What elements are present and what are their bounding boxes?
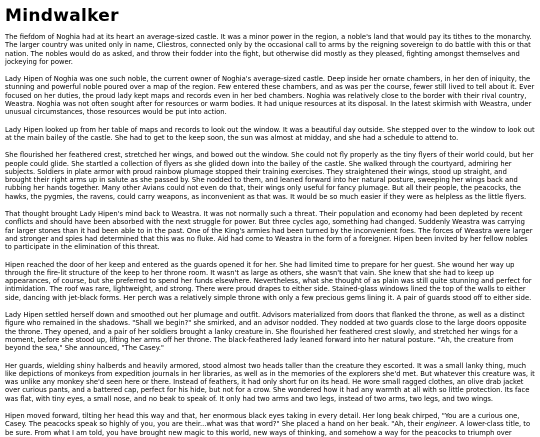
paragraph: That thought brought Lady Hipen's mind back to Weastra. It was not normally such a threat. Their population and economy had been depleted by recent conflicts and should have been absorbed with the next struggle for power. But three cycles ago, something had changed. Suddenly Weastra was carrying far larger stones than it had been able to in the past. One of the King's armies had been turned by the inconvenient foes. The forces of Weastra were larger and stronger and spies had determined that this was no fluke. Aid had come to Weastra in the form of a foreigner. Hipen been invited by her fellow nobles to participate in the elimination of this threat. [5,210,533,252]
paragraph: Hipen reached the door of her keep and entered as the guards opened it for her. She had limited time to prepare for her guest. She wound her way up through the fire-lit structure of the keep to her throne room. It wasn't as large as others, she wasn't that vain. She knew that she had to keep up appearances, of course, but she preferred to spend her funds elsewhere. Nevertheless, what she thought of as plain was still quite stunning and perfect for intimidation. The roof was rare, lightweight, and strong. There were proud drapes to either side. Stained-glass windows lined the top of the walls to either side, dancing with jet-black forms. Her perch was a relatively simple throne with only a few precious gems lining it. A pair of guards stood off to either side. [5,260,532,302]
paragraph: Lady Hipen settled herself down and smoothed out her plumage and outfit. Advisors materialized from doors that flanked the throne, as well as a distinct figure who remained in the shadows. "Shall we begin?" she smirked, and an advisor nodded. They nodded at two guards close to the large doors opposite the throne. They opened, and a pair of her soldiers brought a lanky creature in. She flourished her feathered crest slowly, and stretched her wings for a moment, before she stood up, lifting her arms off her throne. The black-feathered lady leaned forward into her natural posture. "Ah, the creature from beyond the sea," She announced, "The Casey." [5,311,527,353]
page-title: Mindwalker [5,6,119,26]
paragraph-text: Hipen moved forward, tilting her head this way and that, her enormous black eyes taking in every detail. Her long beak chirped, "You are a curious one, Casey. The peacocks speak so highly of you, you are their...what was that word?" She placed a hand on her beak. "Ah, their [5,411,520,429]
paragraph: Lady Hipen looked up from her table of maps and records to look out the window. It was a beautiful day outside. She stepped over to the window to look out at the main bailey of the castle. She had to get to the keep soon, the sun was almost at midday, and she had a schedule to attend to. [5,125,535,142]
paragraph: Her guards, wielding shiny halberds and heavily armored, stood almost two heads taller than the creature they escorted. It was a small lanky thing, much like depictions of monkeys from expedition journals in her libraries, as well as in the memories of the explorers she'd met. But whatever this creature was, it was unlike any monkey she'd seen here or there. Instead of feathers, it had only short fur on its head. He wore small ragged clothes, an olive drab jacket over curious pants, and a battered cap, perfect for his hide, but not for a crow. She wondered how it had any warmth at all with so little protection. Its face was flat, with tiny eyes, a small nose, and no beak to speak of. It only had two arms and two legs, instead of two arms, two legs, and two wings. [5,361,535,403]
emphasized-word: engineer [425,420,456,429]
paragraph [5,412,535,437]
paragraph: She flourished her feathered crest, stretched her wings, and bowed out the window. She could not fly properly as the tiny flyers of their world could, but her people could glide. She startled a collection of flyers as she glided down into the bailey of the castle. She walked through the courtyard, admiring her subjects. Soldiers in plate armor with proud rainbow plumage stopped their training exercises. They straightened their wings, stood up straight, and brought their right arms up in salute as she passed by. She nodded to them, and leaned forward into her natural posture, sweeping her wings back and rubbing her hands together. Many other Avians could not even do that, their wings only useful for fancy plumage. But all their people, the peacocks, the hawks, the pygmies, the ravens, could carry weapons, as inconvenient as that was. It would be so much easier if they were as helpless as the little flyers. [5,151,534,201]
paragraph-text: . A lower-class title, to be sure. From what I am told, you have brought new magic to this world, new ways of thinking, and somehow a way for the peacocks to triumph over [5,420,531,437]
paragraph: The fiefdom of Noghia had at its heart an average-sized castle. It was a minor power in the region, a noble's land that would pay its tithes to the monarchy. The larger country was united only in name, Cliestros, connected only by the occasional call to arms by the reigning sovereign to do battle with this or that nation. The nobles would do as asked, and throw their fodder into the fight, but otherwise did mostly as they pleased, fighting amongst themselves and jockeying for power. [5,33,532,66]
paragraph: Lady Hipen of Noghia was one such noble, the current owner of Noghia's average-sized castle. Deep inside her ornate chambers, in her den of iniquity, the stunning and powerful noble poured over a map of the region. Few entered these chambers, and as was per the course, fewer still lived to tell about it. Ever focused on her duties, the proud lady kept maps and records even in her bed chambers. Noghia was relatively close to the border with their rival country, Weastra. Noghia was not often sought after for resources or warm bodies. It had unique resources at its disposal. In the latest skirmish with Weastra, under unusual circumstances, those resources would be put into action. [5,75,535,117]
